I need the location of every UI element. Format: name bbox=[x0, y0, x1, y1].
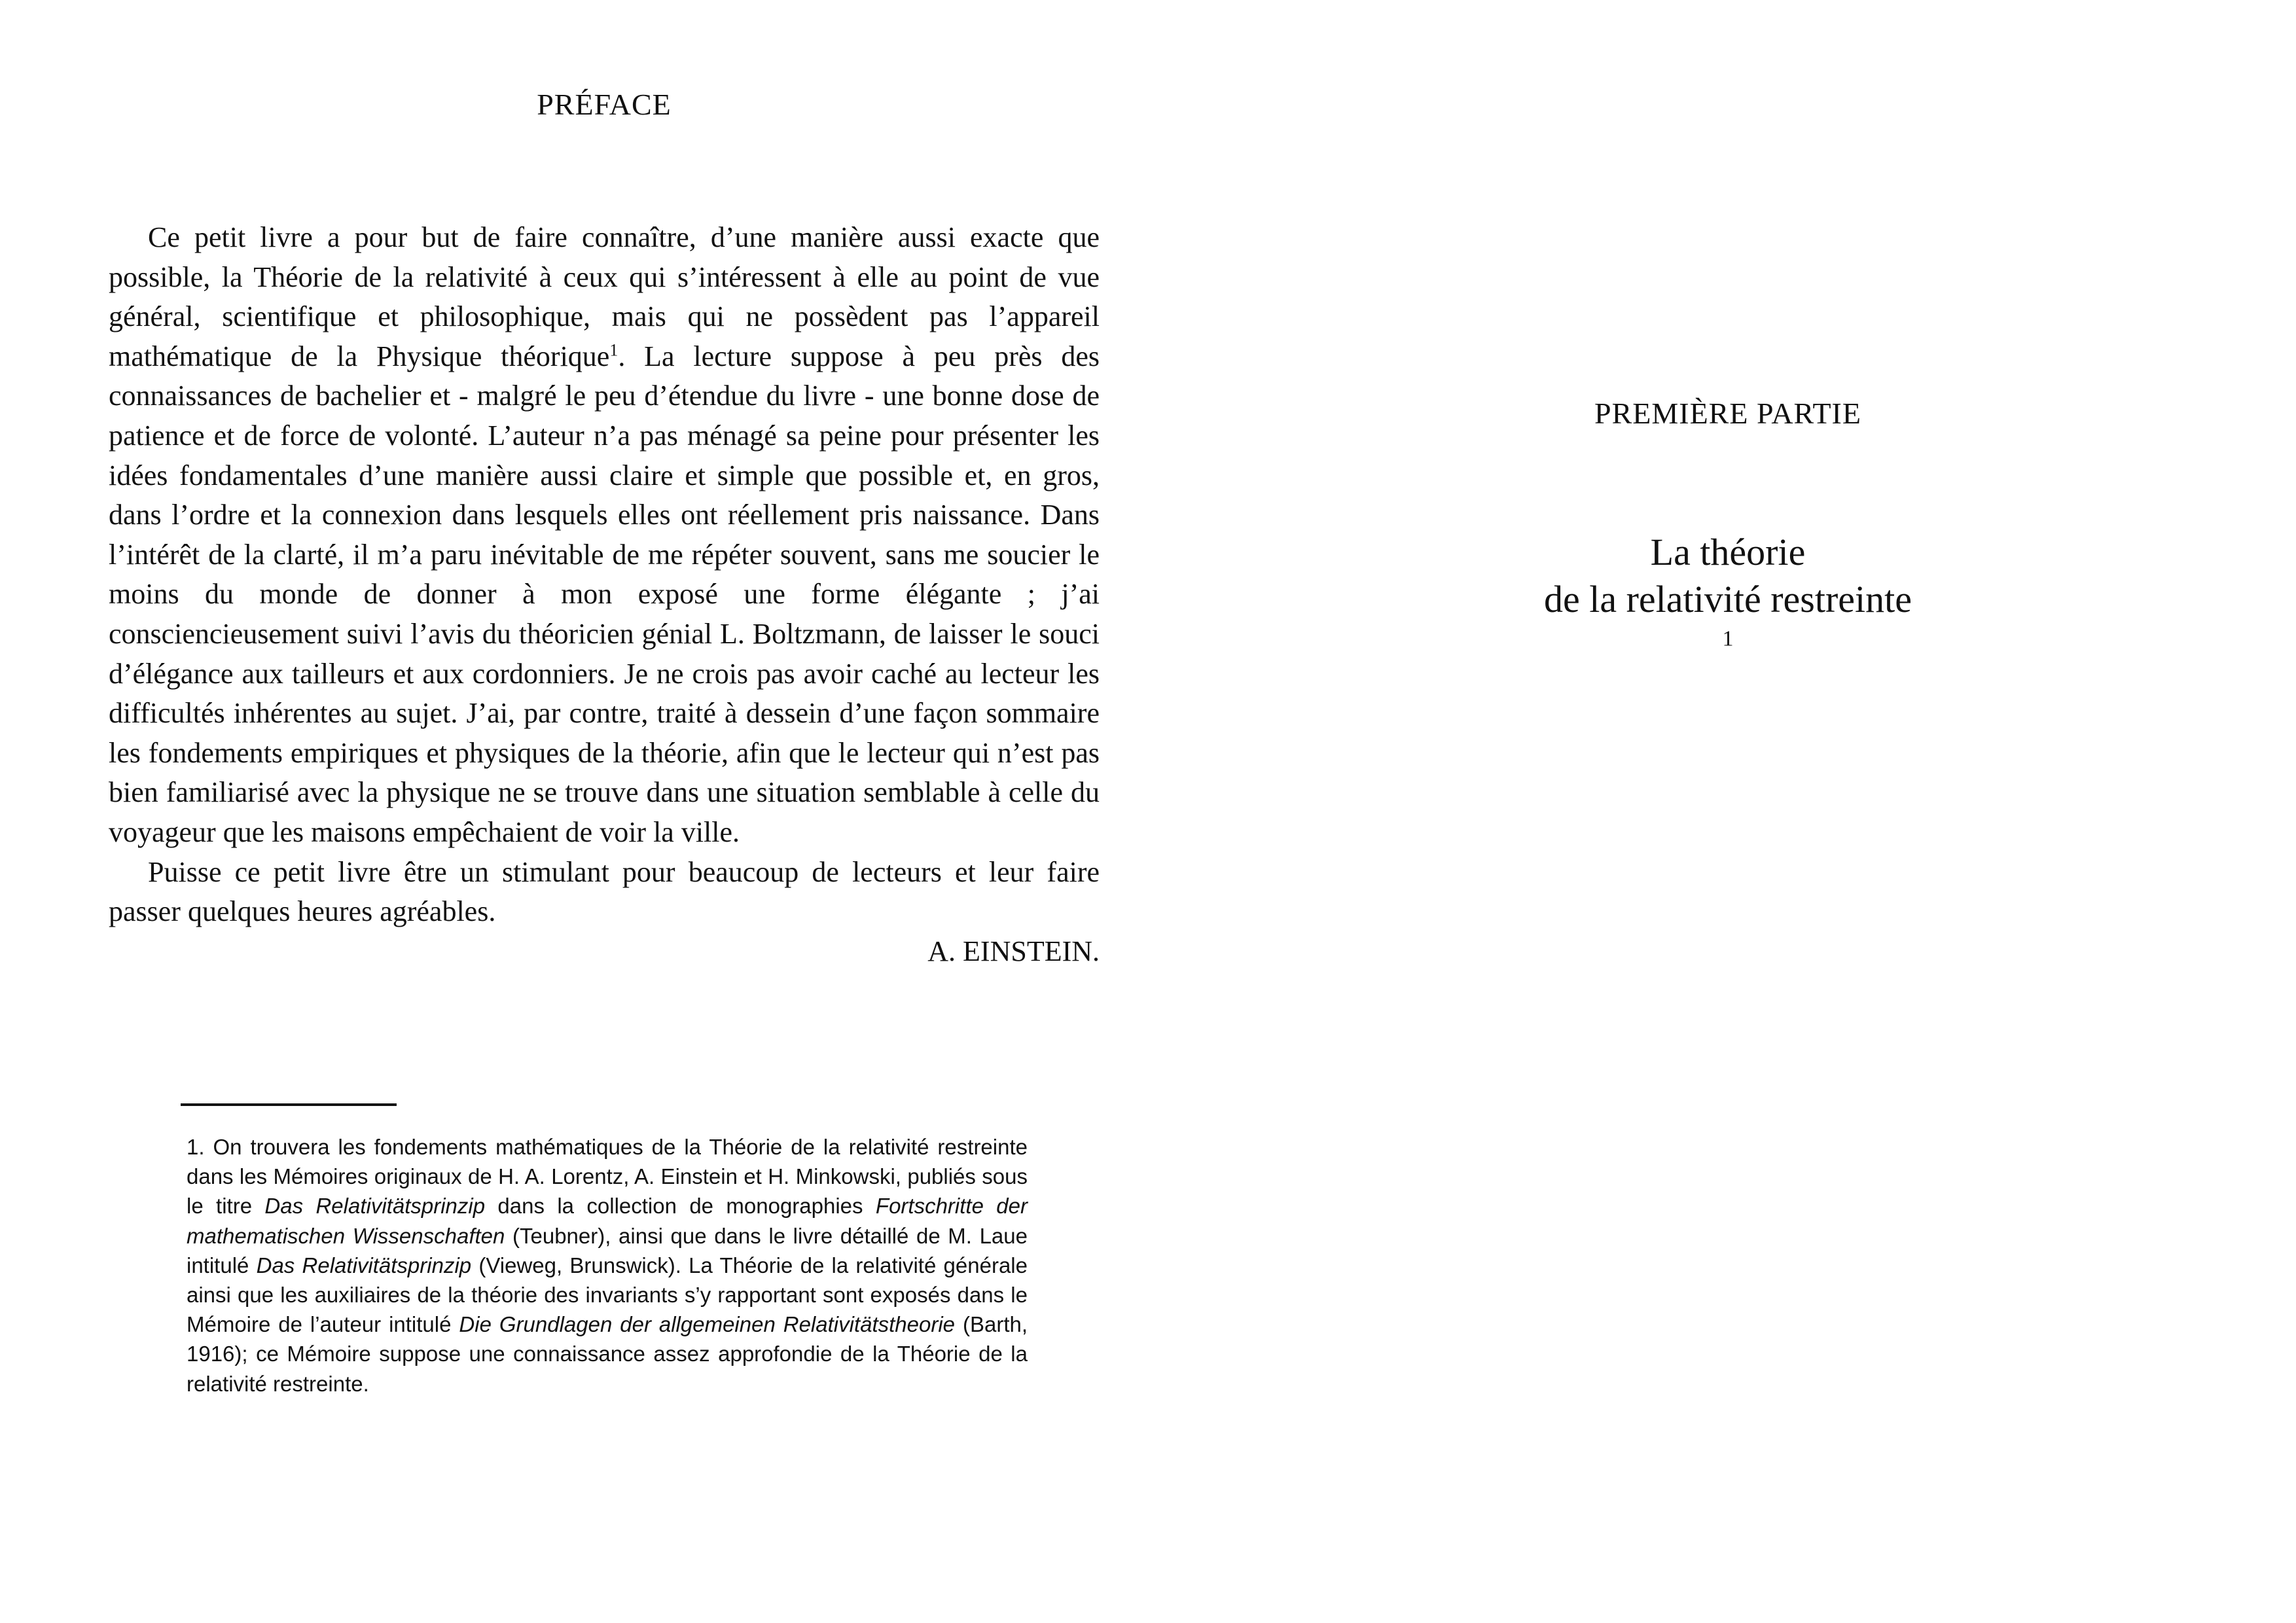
preface-paragraph-1 bbox=[109, 218, 1100, 853]
footnote-text-2: dans la collection de monographies bbox=[485, 1194, 876, 1219]
preface-paragraph-1-part-1: Ce petit livre a pour but de faire connaître, d’une manière aussi exacte que possible, la Théorie de la relativité à ceux qui s’intéressent à elle au point de vue général, scientifique et philosophique, mais qui ne possèdent pas l’appareil mathématique de la Physique théorique bbox=[109, 221, 1100, 372]
preface-paragraph-1-part-2: . La lecture suppose à peu près des connaissances de bachelier et - malgré le peu d’étendue du livre - une bonne dose de patience et de force de volonté. L’auteur n’a pas ménagé sa peine pour présenter les idées fondamentales d’une manière aussi claire et simple que possible et, en gros, dans l’ordre et la connexion dans lesquels elles ont réellement pris naissance. Dans l’intérêt de la clarté, il m’a paru inévitable de me répéter souvent, sans me soucier le moins du monde de donner à mon exposé une forme élégante ; j’ai consciencieusement suivi l’avis du théoricien génial L. Boltzmann, de laisser le souci d’élégance aux tailleurs et aux cordonniers. Je ne crois pas avoir caché au lecteur les difficultés inhérentes au sujet. J’ai, par contre, traité à dessein d’une façon sommaire les fondements empiriques et physiques de la théorie, afin que le lecteur qui n’est pas bien familiarisé avec la physique ne se trouve dans une situation semblable à celle du voyageur que les maisons empêchaient de voir la ville. bbox=[109, 340, 1100, 848]
footnote-marker: 1 bbox=[609, 340, 619, 360]
preface-title: PRÉFACE bbox=[537, 88, 672, 121]
part-title: PREMIÈRE PARTIE bbox=[1594, 397, 1861, 430]
footnote-separator bbox=[181, 1103, 397, 1106]
chapter-title bbox=[1388, 529, 2068, 670]
footnote-italic-1: Das Relativitätsprinzip bbox=[264, 1194, 486, 1219]
preface-paragraph-2: Puisse ce petit livre être un stimulant pour beaucoup de lecteurs et leur faire passer quelques heures agréables. bbox=[109, 855, 1100, 928]
chapter-title-note-marker: 1 bbox=[1722, 626, 1734, 651]
chapter-title-line-1: La théorie bbox=[1650, 531, 1806, 573]
footnote-text-4: (Vieweg, Brunswick). La Théorie de la relativité générale ainsi que les auxiliaires de la théorie des invariants s’y rapportant sont exposés dans le Mémoire de l’auteur intitulé bbox=[187, 1253, 1028, 1337]
preface-body bbox=[109, 218, 1100, 971]
footnote-italic-4: Die Grundlagen der allgemeinen Relativitätstheorie bbox=[459, 1312, 956, 1337]
preface-signature: A. EINSTEIN. bbox=[927, 935, 1100, 967]
footnote-text-5: (Barth, 1916); ce Mémoire suppose une connaissance assez approfondie de la Théorie de la relativité restreinte. bbox=[187, 1312, 1028, 1396]
footnote-text-3: (Teubner), ainsi que dans le livre détaillé de M. Laue intitulé bbox=[187, 1223, 1028, 1277]
footnote bbox=[187, 1132, 1028, 1399]
chapter-title-line-2 bbox=[1388, 576, 2068, 670]
footnote-text-1: 1. On trouvera les fondements mathématiques de la Théorie de la relativité restreinte dans les Mémoires originaux de H. A. Lorentz, A. Einstein et H. Minkowski, publiés sous le titre bbox=[187, 1135, 1028, 1219]
right-page bbox=[1148, 0, 2296, 1623]
footnote-italic-2: Fortschritte der mathematischen Wissenschaften bbox=[187, 1194, 1028, 1248]
chapter-title-line-2-text: de la relativité restreinte bbox=[1544, 578, 1912, 620]
footnote-italic-3: Das Relativitätsprinzip bbox=[256, 1253, 472, 1277]
